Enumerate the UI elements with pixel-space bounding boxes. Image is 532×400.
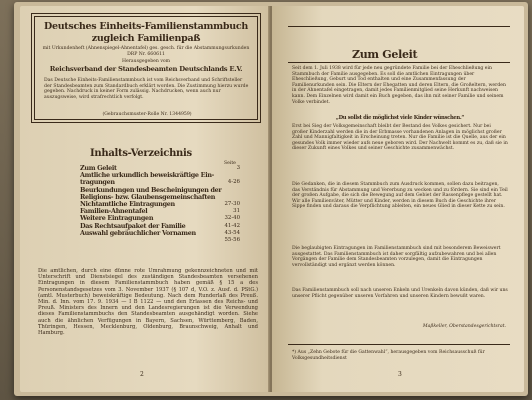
- motto-line: „Du sollst die möglichst viele Kinder wünschen.“: [335, 115, 465, 121]
- title-frame: [34, 16, 258, 120]
- page-number-left: 2: [140, 371, 144, 378]
- body-paragraph-3: Die beglaubigten Eintragungen im Familienstammbuch sind mit besonderem Beweiswert ausgestattet. Das Familienstammbuch ist daher sorgfältig aufzubewahren und bei allen Vorgängen der Familie dem Standesbeamten vorzulegen, damit die Eintragungen vervollständigt und ergänzt werden können.: [292, 246, 501, 268]
- intro-paragraph: Seit dem 1. Juli 1938 wird für jede neu gegründete Familie bei der Eheschließung ein Stammbuch der Familie ausgegeben. Es soll die amtlichen Eintragungen über Eheschließung, Geburt und Tod enthalten und eine Zusammenfassung der Familienurkunden sein. Die Eltern der Ehegatten und deren Eltern, die Großeltern, werden in der Ahnentafel eingetragen, damit jedes Familienmitglied seine Herkunft nachweisen kann. Dem Einzelnen wird damit ein Buch gegeben, das ihn mit seiner Familie und seinem Volke verbindet.: [292, 66, 506, 105]
- toc-row: Auswahl gebräuchlicher Vornamen 43-54: [80, 228, 240, 237]
- toc-row: 55-56: [224, 237, 240, 244]
- body-paragraph-2: Die Gedanken, die in diesem Stammbuch zum Ausdruck kommen, sollen dazu beitragen, das Verständnis für Abstammung und Vererbung zu wecken und zu fördern. Sie sind ein Teil der großen Aufgabe, die sich die Bewegung auf dem Gebiet der Rassenpflege gestellt hat. Wir alle Familienväter, Mütter und Kinder, werden in diesem Buch die Geschichte ihrer Sippe finden und daraus die Verpflichtung ableiten, ein neues Glied in dieser Kette zu sein.: [292, 182, 508, 210]
- toc-page-header: Seite: [224, 161, 236, 166]
- toc-title: Inhalts-Verzeichnis: [90, 148, 192, 159]
- top-rule: [288, 26, 510, 27]
- publisher-intro: Herausgegeben vom: [121, 59, 171, 64]
- toc-row: tragungen 4-26: [80, 178, 240, 187]
- publisher-name: Reichsverband der Standesbeamten Deutschlands E.V.: [49, 65, 243, 73]
- toc-row: Nichtamtliche Eintragungen 27-30: [80, 200, 240, 209]
- book-title: Deutsches Einheits-Familienstammbuch: [44, 21, 248, 32]
- toc-row: Religions- bzw. Glaubensgemeinschaften: [80, 192, 216, 201]
- toc-row: Beurkundungen und Bescheinigungen der: [80, 185, 222, 194]
- legal-paragraph: Die amtlichen, durch eine dünne rote Umrahmung gekennzeichneten und mit Unterschrift und Dienstsiegel des zuständigen Standesbeamten versehenen Eintragungen in diesem Familienstammbuch haben gemäß § 15 a des Personenstandsgesetzes vom 3. November 1937 (§ 107 d, V.O. z. Ausf. d. PStG.) (amtl. Musterbuch) beweiskräftige Bedeutung. Nach dem Runderlaß des Preuß. Min. d. Inn. vom 17. 9. 1934 — I B 1122 — und den Erlassen des Reichs- und Preuß. Ministers des Innern und den Landesregierungen ist die Verwendung dieses Familienstammbuchs den Standesbeamten ausgehändigt worden. Siehe auch die ähnlichen Verfügungen in Bayern, Sachsen, Württemberg, Baden, Thüringen, Hessen, Mecklenburg, Oldenburg, Braunschweig, Anhalt und Hamburg.: [38, 268, 258, 337]
- book-description: Das Deutsche Einheits-Familienstammbuch ist vom Reichsverband und Schriftsteller der Standesbeamten zum Standardbuch erklärt worden. Die Zustimmung hierzu wurde gegeben. Nachdruck in keiner Form zulässig. Nachdrucken, wenn auch nur auszugsweise, wird strafrechtlich verfolgt.: [44, 78, 249, 100]
- footnote-rule: [288, 344, 510, 345]
- section-heading: Zum Geleit: [352, 48, 418, 61]
- patent-line: mit Urkundenheft (Ahnenspiegel-Ahnentafel) ges. gesch. für die Abstammungsurkunden DRP Nr. 660611: [42, 46, 250, 57]
- toc-row: Familien-Ahnentafel 31: [80, 207, 240, 216]
- open-book: [14, 2, 528, 396]
- left-page: [20, 6, 270, 392]
- page-number-right: 3: [398, 371, 402, 378]
- body-paragraph-1: Erst bei Sieg der Volksgemeinschaft bleibt der Bestand des Volkes gesichert. Nur bei großer Kinderzahl werden die in der Erbmasse vorhandenen Anlagen in möglichst großer Zahl und Mannigfaltigkeit in Erscheinung treten. Nur die Familie ist die Quelle, aus der ein gesundes Volk immer wieder aufs neue geboren wird. Der Nachwelt kommt es zu, daß sie in dieser Zukunft eines Volkes und seiner Geschichte zusammenwächst.: [292, 124, 508, 152]
- toc-row: Das Rechtsaufpaket der Familie 41-42: [80, 221, 240, 230]
- toc-row: Amtliche urkundlich beweiskräftige Ein-: [80, 171, 215, 180]
- toc-row: Weitere Eintragungen 32-40: [80, 214, 240, 223]
- heading-rule: [288, 62, 510, 63]
- toc-row: Zum Geleit 3: [80, 164, 240, 172]
- registration-ref: (Gebrauchsmuster-Rolle Nr. 1344959): [102, 112, 192, 117]
- book-subtitle: zugleich Familienpaß: [91, 33, 201, 44]
- signature-line: Maßkeller, Oberstandesgerichtsrat.: [422, 324, 506, 329]
- body-paragraph-4: Das Familienstammbuch soll nach unseren Enkeln und Urenkeln davon künden, daß wir uns unserer Pflicht gegenüber unseren Vorfahren und unseren Kindern bewußt waren.: [292, 288, 508, 299]
- right-page: [272, 6, 524, 392]
- table-of-contents: [80, 165, 240, 244]
- footnote: *) Aus „Zehn Gebote für die Gattenwahl“, herausgegeben vom Reichsausschuß für Volksgesundheitsdienst: [292, 350, 485, 361]
